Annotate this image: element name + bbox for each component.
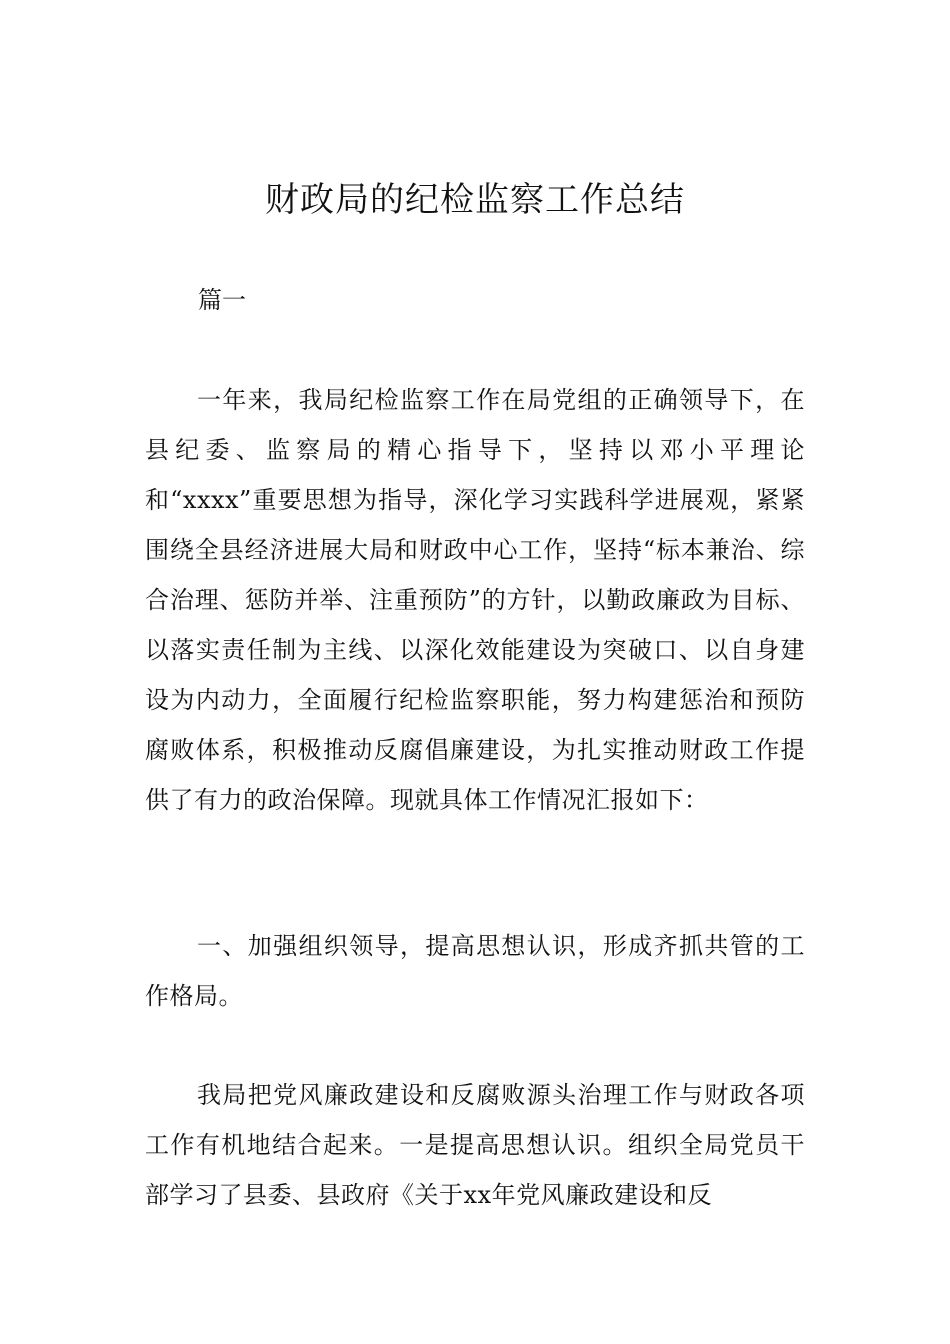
paragraph-body: 我局把党风廉政建设和反腐败源头治理工作与财政各项工作有机地结合起来。一是提高思想认识。组织全局党员干部学习了县委、县政府《关于xx年党风廉政建设和反 (145, 1081, 805, 1209)
paragraph-intro: 一年来，我局纪检监察工作在局党组的正确领导下，在县纪委、监察局的精心指导下，坚持以邓小平理论和“xxxx”重要思想为指导，深化学习实践科学进展观，紧紧围绕全县经济进展大局和财政中心工作，坚持“标本兼治、综合治理、惩防并举、注重预防”的方针，以勤政廉政为目标、以落实责任制为主线、以深化效能建设为突破口、以自身建设为内动力，全面履行纪检监察职能，努力构建惩治和预防腐败体系，积极推动反腐倡廉建设，为扎实推动财政工作提供了有力的政治保障。现就具体工作情况汇报如下： (145, 386, 805, 814)
paragraph-heading-one: 一、加强组织领导，提高思想认识，形成齐抓共管的工作格局。 (145, 932, 805, 1010)
document-title: 财政局的纪检监察工作总结 (265, 180, 685, 220)
section-label: 篇一 (198, 286, 246, 314)
